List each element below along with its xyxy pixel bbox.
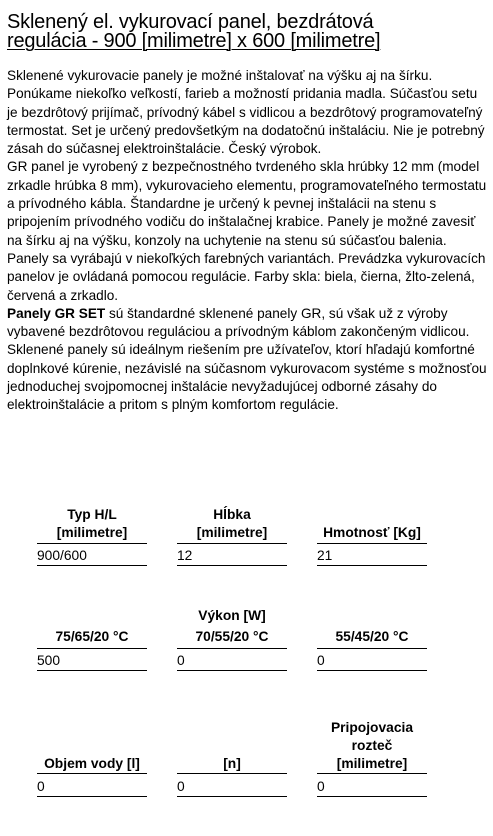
value-rule [37, 565, 147, 566]
value-rule [37, 796, 147, 797]
value-power-70: 0 [177, 653, 185, 668]
header-power-55: 55/45/20 °C [335, 629, 409, 644]
header-weight: Hmotnosť [Kg] [323, 525, 421, 540]
header-water-volume: Objem vody [l] [44, 756, 140, 771]
header-rule [37, 648, 147, 649]
value-rule [177, 796, 287, 797]
description-paragraph-1: Sklenené vykurovacie panely je možné inštalovať na výšku aj na šírku. Ponúkame niekoľko veľkostí, farieb a možností pridania madla. Súčasťou setu je bezdrôtový prijímač, prívodný kábel s vidlicou a bezdrôtový programovateľný termostat. Set je určený predovšetkým na dodatočnú inštaláciu. Nie je potrebný zásah do súčasnej elektroinštalácie. Český výrobok. [7, 68, 485, 157]
header-depth: Hĺbka [milimetre] [196, 507, 268, 540]
header-rule [317, 773, 427, 774]
description-paragraph-3-text: sú štandardné sklenené panely GR, sú však už z výroby vybavené bezdrôtovou reguláciou a prívodným káblom zakončeným vidlicou. Sklenené panely sú ideálnym riešením pre užívateľov, ktorí hľadajú komfortné doplnkové kúrenie, nezávislé na súčasnom vykurovacom systéme s možnosťou jednoduchej svojpomocnej inštalácie nevyžadujúcej odborné zásahy do elektroinštalácie a pritom s plným komfortom regulácie. [7, 305, 487, 413]
power-group-title: Výkon [W] [198, 608, 266, 623]
header-rule [37, 543, 147, 544]
value-rule [177, 670, 287, 671]
title-line-1: Sklenený el. vykurovací panel, bezdrátová [7, 11, 374, 33]
value-water-volume: 0 [37, 779, 45, 794]
value-rule [317, 565, 427, 566]
header-rule [317, 543, 427, 544]
description-paragraph-2: GR panel je vyrobený z bezpečnostného tvrdeného skla hrúbky 12 mm (model zrkadle hrúbka 8 mm), vykurovacieho elementu, programovateľného termostatu a prívodného kábla. Štandardne je určený k pevnej inštalácii na stenu s pripojením prívodného vodiču do inštalačnej krabice. Panely je možné zavesiť na šírku aj na výšku, konzoly na uchytenie na stenu sú súčasťou balenia. Panely sa vyrábajú v niekoľkých farebných variantách. Prevádzka vykurovacích panelov je ovládaná pomocou regulácie. Farby skla: biela, čierna, žlto-zelená, červená a zrkadlo. [7, 159, 487, 303]
header-power-75: 75/65/20 °C [55, 629, 129, 644]
header-rule [177, 773, 287, 774]
value-rule [317, 796, 427, 797]
header-n: [n] [223, 756, 241, 771]
header-rule [317, 648, 427, 649]
header-connection-spacing: Pripojovacia rozteč [milimetre] [330, 720, 414, 771]
value-power-75: 500 [37, 653, 61, 668]
value-rule [177, 565, 287, 566]
value-type-hl: 900/600 [37, 548, 87, 563]
description-bold-lead: Panely GR SET [7, 305, 106, 321]
value-power-55: 0 [317, 653, 325, 668]
value-connection-spacing: 0 [317, 779, 325, 794]
header-type-hl: Typ H/L [milimetre] [56, 507, 128, 540]
value-rule [317, 670, 427, 671]
header-rule [37, 773, 147, 774]
value-weight: 21 [317, 548, 333, 563]
title-line-2: regulácia - 900 [milimetre] x 600 [milimetre] [7, 30, 381, 52]
header-rule [177, 543, 287, 544]
header-power-70: 70/55/20 °C [195, 629, 269, 644]
value-depth: 12 [177, 548, 193, 563]
value-rule [37, 670, 147, 671]
value-n: 0 [177, 779, 185, 794]
header-rule [177, 648, 287, 649]
